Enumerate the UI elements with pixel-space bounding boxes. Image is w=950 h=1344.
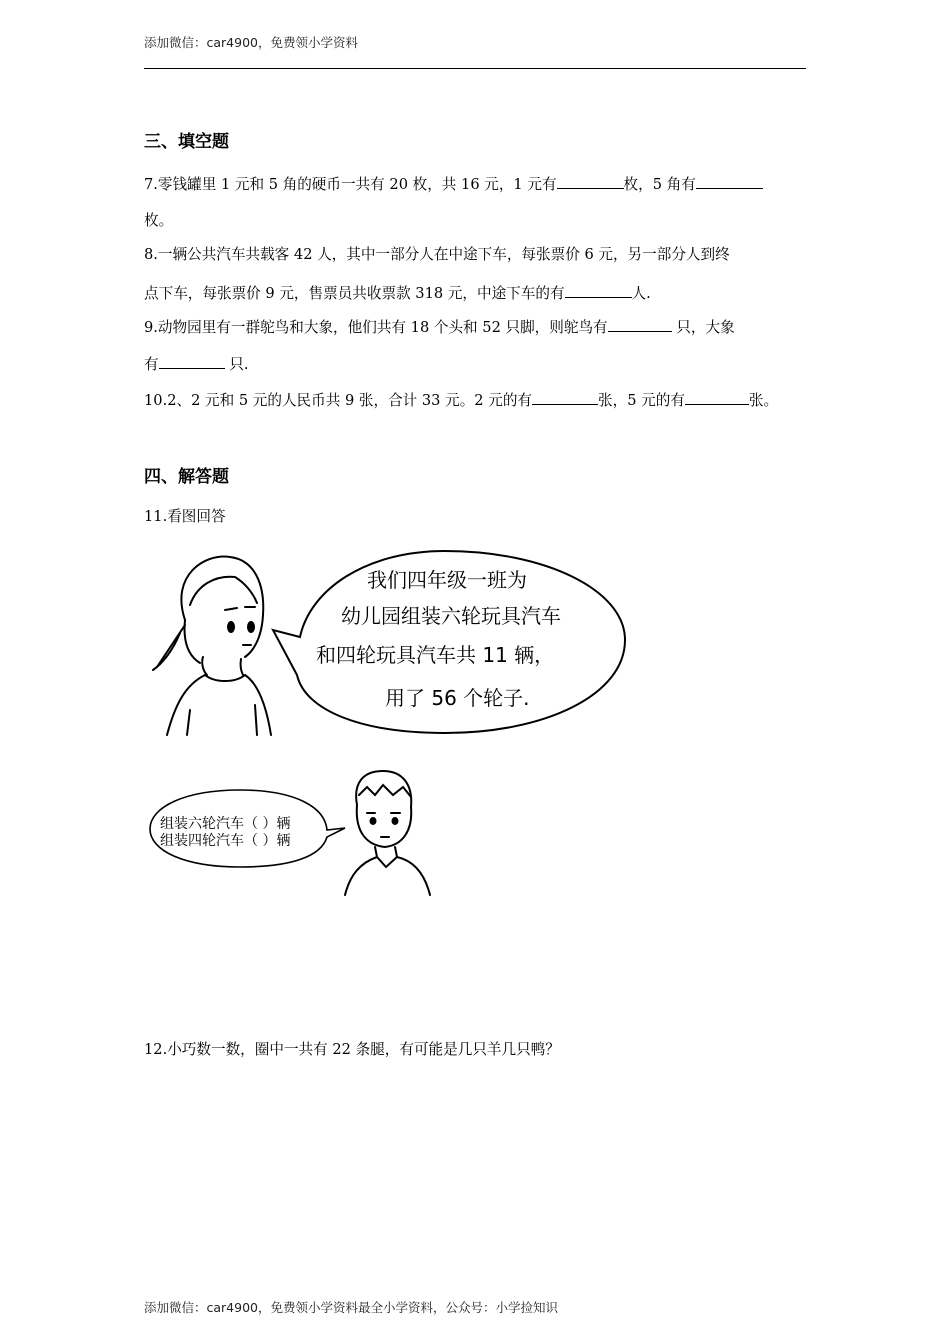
header-divider [144,68,806,69]
question-8-line-1: 8.一辆公共汽车共载客 42 人，其中一部分人在中途下车，每张票价 6 元，另一部分人到终 [144,246,730,263]
q10-blank-1 [532,390,598,405]
q11-illustration [145,545,645,905]
girl-bubble-line-1: 我们四年级一班为 [367,568,527,592]
q8-text-a: 点下车，每张票价 9 元，售票员共收票款 318 元，中途下车的有 [144,285,565,302]
q7-text-b: 枚，5 角有 [623,176,696,193]
question-8-line-2 [144,283,651,304]
q9-blank-2 [159,354,225,369]
q9-text-b: 只，大象 [671,319,735,336]
boy-bubble-line-1: 组装六轮汽车（ ）辆 [160,816,291,832]
q10-text-c: 张。 [748,392,779,409]
question-11-label: 11.看图回答 [144,508,226,525]
q9-text-a: 9.动物园里有一群鸵鸟和大象，他们共有 18 个头和 52 只脚，则鸵鸟有 [144,319,608,336]
boy-bubble-line-2: 组装四轮汽车（ ）辆 [160,833,291,849]
q10-blank-2 [685,390,749,405]
question-9-line-1 [144,317,735,338]
page-header: 添加微信：car4900，免费领小学资料 [144,35,358,50]
q9-text-d: 只. [224,356,249,373]
page-footer: 添加微信：car4900，免费领小学资料最全小学资料，公众号：小学捡知识 [144,1300,558,1315]
girl-bubble-line-3: 和四轮玩具汽车共 11 辆， [316,643,555,667]
q9-blank-1 [608,317,672,332]
section-3-title: 三、填空题 [144,132,229,152]
q7-text-a: 7.零钱罐里 1 元和 5 角的硬币一共有 20 枚，共 16 元，1 元有 [144,176,557,193]
q10-text-a: 10.2、2 元和 5 元的人民币共 9 张，合计 33 元。2 元的有 [144,392,533,409]
q7-blank-2 [696,174,763,189]
question-12: 12.小巧数一数，圈中一共有 22 条腿，有可能是几只羊几只鸭？ [144,1041,560,1058]
q9-text-c: 有 [144,356,159,373]
girl-figure [153,557,271,735]
question-7-line-2: 枚。 [144,212,174,229]
section-4-title: 四、解答题 [144,467,229,487]
boy-figure [345,771,430,895]
q7-blank-1 [557,174,624,189]
question-10-line-1 [144,390,778,411]
question-9-line-2 [144,354,248,375]
q8-blank [565,283,632,298]
girl-bubble-line-2: 幼儿园组装六轮玩具汽车 [341,604,561,628]
q8-text-b: 人. [631,285,651,302]
question-7-line-1 [144,174,763,195]
q10-text-b: 张，5 元的有 [598,392,685,409]
girl-bubble-line-4: 用了 56 个轮子. [385,686,530,710]
